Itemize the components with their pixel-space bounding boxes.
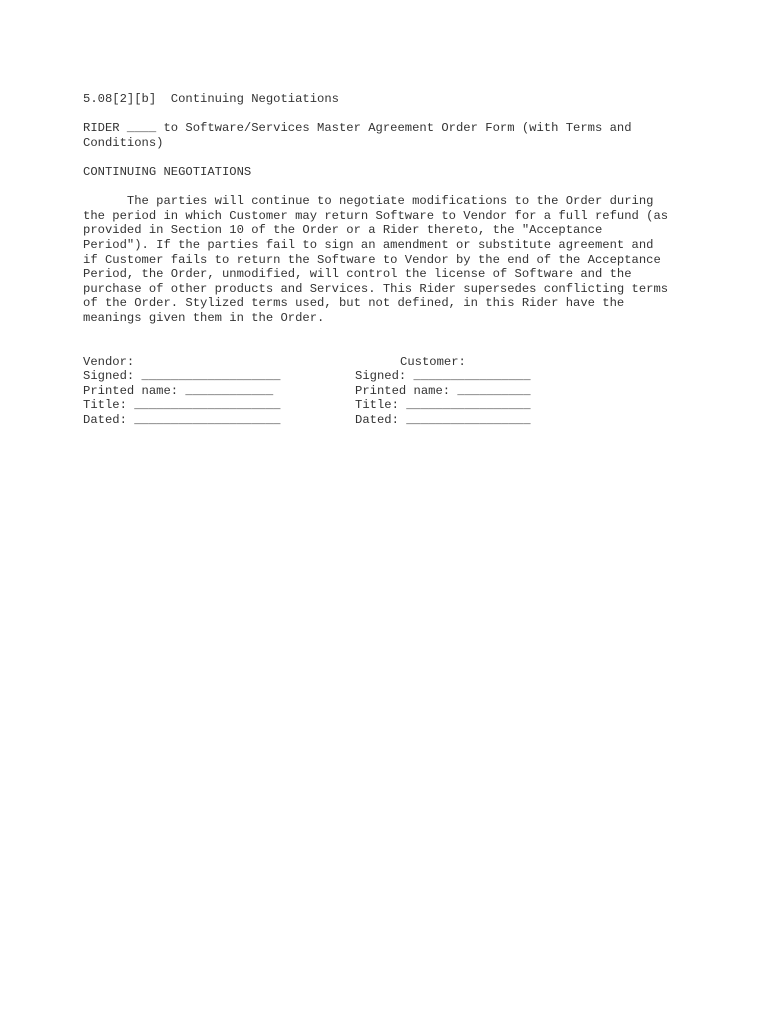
vendor-printed-name-field: Printed name: ____________: [83, 383, 274, 398]
spacer: [83, 150, 703, 165]
body-paragraph: [83, 194, 703, 325]
customer-title-field: Title: _________________: [355, 398, 531, 413]
document-page: [83, 92, 703, 428]
rider-title: [83, 121, 703, 150]
vendor-title-field: Title: ____________________: [83, 398, 281, 413]
spacer: [83, 326, 703, 355]
signature-block: [83, 355, 703, 428]
vendor-signed-field: Signed: ___________________: [83, 369, 281, 384]
paragraph-line: Period, the Order, unmodified, will control the license of Software and the: [83, 267, 632, 282]
section-heading: 5.08[2][b] Continuing Negotiations: [83, 92, 339, 106]
subheading: CONTINUING NEGOTIATIONS: [83, 164, 252, 179]
customer-signature-column: [355, 355, 615, 428]
customer-signed-field: Signed: ________________: [355, 369, 531, 384]
vendor-dated-field: Dated: ____________________: [83, 413, 281, 428]
vendor-label: Vendor:: [83, 354, 135, 369]
paragraph-line: purchase of other products and Services. This Rider supersedes conflicting terms: [83, 281, 669, 296]
rider-title-line: Conditions): [83, 135, 164, 150]
paragraph-line: the period in which Customer may return Software to Vendor for a full refund (as: [83, 208, 669, 223]
paragraph-line: of the Order. Stylized terms used, but not defined, in this Rider have the: [83, 296, 625, 311]
customer-label: Customer:: [400, 354, 466, 369]
vendor-signature-column: [83, 355, 355, 428]
customer-dated-field: Dated: _________________: [355, 413, 531, 428]
paragraph-line: meanings given them in the Order.: [83, 310, 325, 325]
paragraph-line: Period"). If the parties fail to sign an amendment or substitute agreement and: [83, 237, 654, 252]
paragraph-line: The parties will continue to negotiate modifications to the Order during: [83, 194, 654, 209]
spacer: [83, 107, 703, 122]
customer-printed-name-field: Printed name: __________: [355, 383, 531, 398]
spacer: [83, 180, 703, 195]
rider-title-line: RIDER ____ to Software/Services Master Agreement Order Form (with Terms and: [83, 121, 632, 136]
paragraph-line: if Customer fails to return the Software to Vendor by the end of the Acceptance: [83, 252, 661, 267]
paragraph-line: provided in Section 10 of the Order or a Rider thereto, the "Acceptance: [83, 223, 603, 238]
